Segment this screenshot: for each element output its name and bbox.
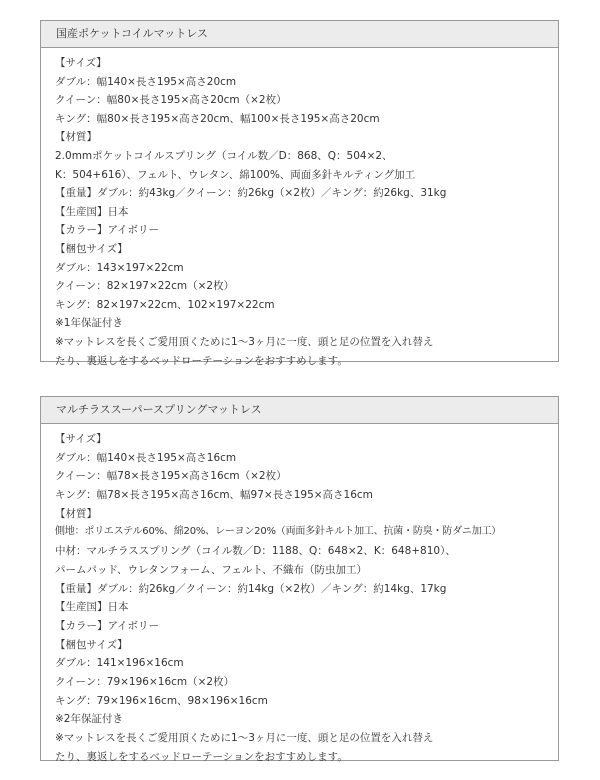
spec-line: クイーン：79×196×16cm（×2枚） [55,675,235,688]
spec-line: キング：79×196×16cm、98×196×16cm [55,694,268,707]
spec-line: キング：幅80×長さ195×高さ20cm、幅100×長さ195×高さ20cm [55,112,380,125]
spec-line: 【材質】 [55,507,97,520]
spec-title: 国産ポケットコイルマットレス [41,21,558,48]
spec-line: パームパッド、ウレタンフォーム、フェルト、不織布（防虫加工） [55,563,367,576]
spec-line: ダブル：幅140×長さ195×高さ20cm [55,75,237,88]
spec-line: 【梱包サイズ】 [55,242,128,255]
spec-line: ダブル：幅140×長さ195×高さ16cm [55,451,237,464]
spec-line: 【梱包サイズ】 [55,638,128,651]
spec-line: 【重量】ダブル：約26kg／クイーン：約14kg（×2枚）／キング：約14kg、17kg [55,582,447,595]
spec-line: クイーン：82×197×22cm（×2枚） [55,280,235,293]
spec-line: ※マットレスを長くご愛用頂くために1～3ヶ月に一度、頭と足の位置を入れ替え [55,732,434,744]
spec-box-pocket-coil [40,20,559,367]
spec-line: たり、裏返しをするベッドローテーションをおすすめします。 [55,354,348,367]
spec-line: 2.0mmポケットコイルスプリング（コイル数／D：868、Q：504×2、 [55,149,393,162]
spec-line: ※1年保証付き [55,317,123,330]
spec-line: 【サイズ】 [55,433,107,445]
spec-line: キング：82×197×22cm、102×197×22cm [55,298,275,311]
spec-body [41,424,558,766]
spec-line: ダブル：143×197×22cm [55,261,184,274]
spec-line: 【サイズ】 [55,57,107,69]
spec-title: マルチラススーパースプリングマットレス [41,397,558,424]
spec-line: たり、裏返しをするベッドローテーションをおすすめします。 [55,750,348,763]
spec-line: 【生産国】日本 [55,205,129,218]
spec-line: ※マットレスを長くご愛用頂くために1～3ヶ月に一度、頭と足の位置を入れ替え [55,335,434,348]
spec-body [41,48,558,370]
spec-line: 【重量】ダブル：約43kg／クイーン：約26kg（×2枚）／キング：約26kg、31kg [55,187,447,200]
spec-line: クイーン：幅78×長さ195×高さ16cm（×2枚） [55,470,287,483]
spec-line: 【材質】 [55,131,97,144]
spec-line: キング：幅78×長さ195×高さ16cm、幅97×長さ195×高さ16cm [55,489,373,502]
spec-line: 【生産国】日本 [55,601,129,614]
spec-line: 【カラー】アイボリー [55,224,160,237]
spec-line: K：504+616）、フェルト、ウレタン、綿100%、両面多針キルティング加工 [55,168,416,181]
spec-box-multilath [40,396,559,761]
spec-line: ※2年保証付き [55,713,123,726]
spec-line: 中材：マルチラススプリング（コイル数／D：1188、Q：648×2、K：648+810）、 [55,545,456,558]
spec-line: 側地：ポリエステル60%、綿20%、レーヨン20%（両面多針キルト加工、抗菌・防臭・防ダニ加工） [55,526,502,538]
spec-line: ダブル：141×196×16cm [55,657,184,670]
spec-line: クイーン：幅80×長さ195×高さ20cm（×2枚） [55,94,287,107]
spec-line: 【カラー】アイボリー [55,619,160,632]
